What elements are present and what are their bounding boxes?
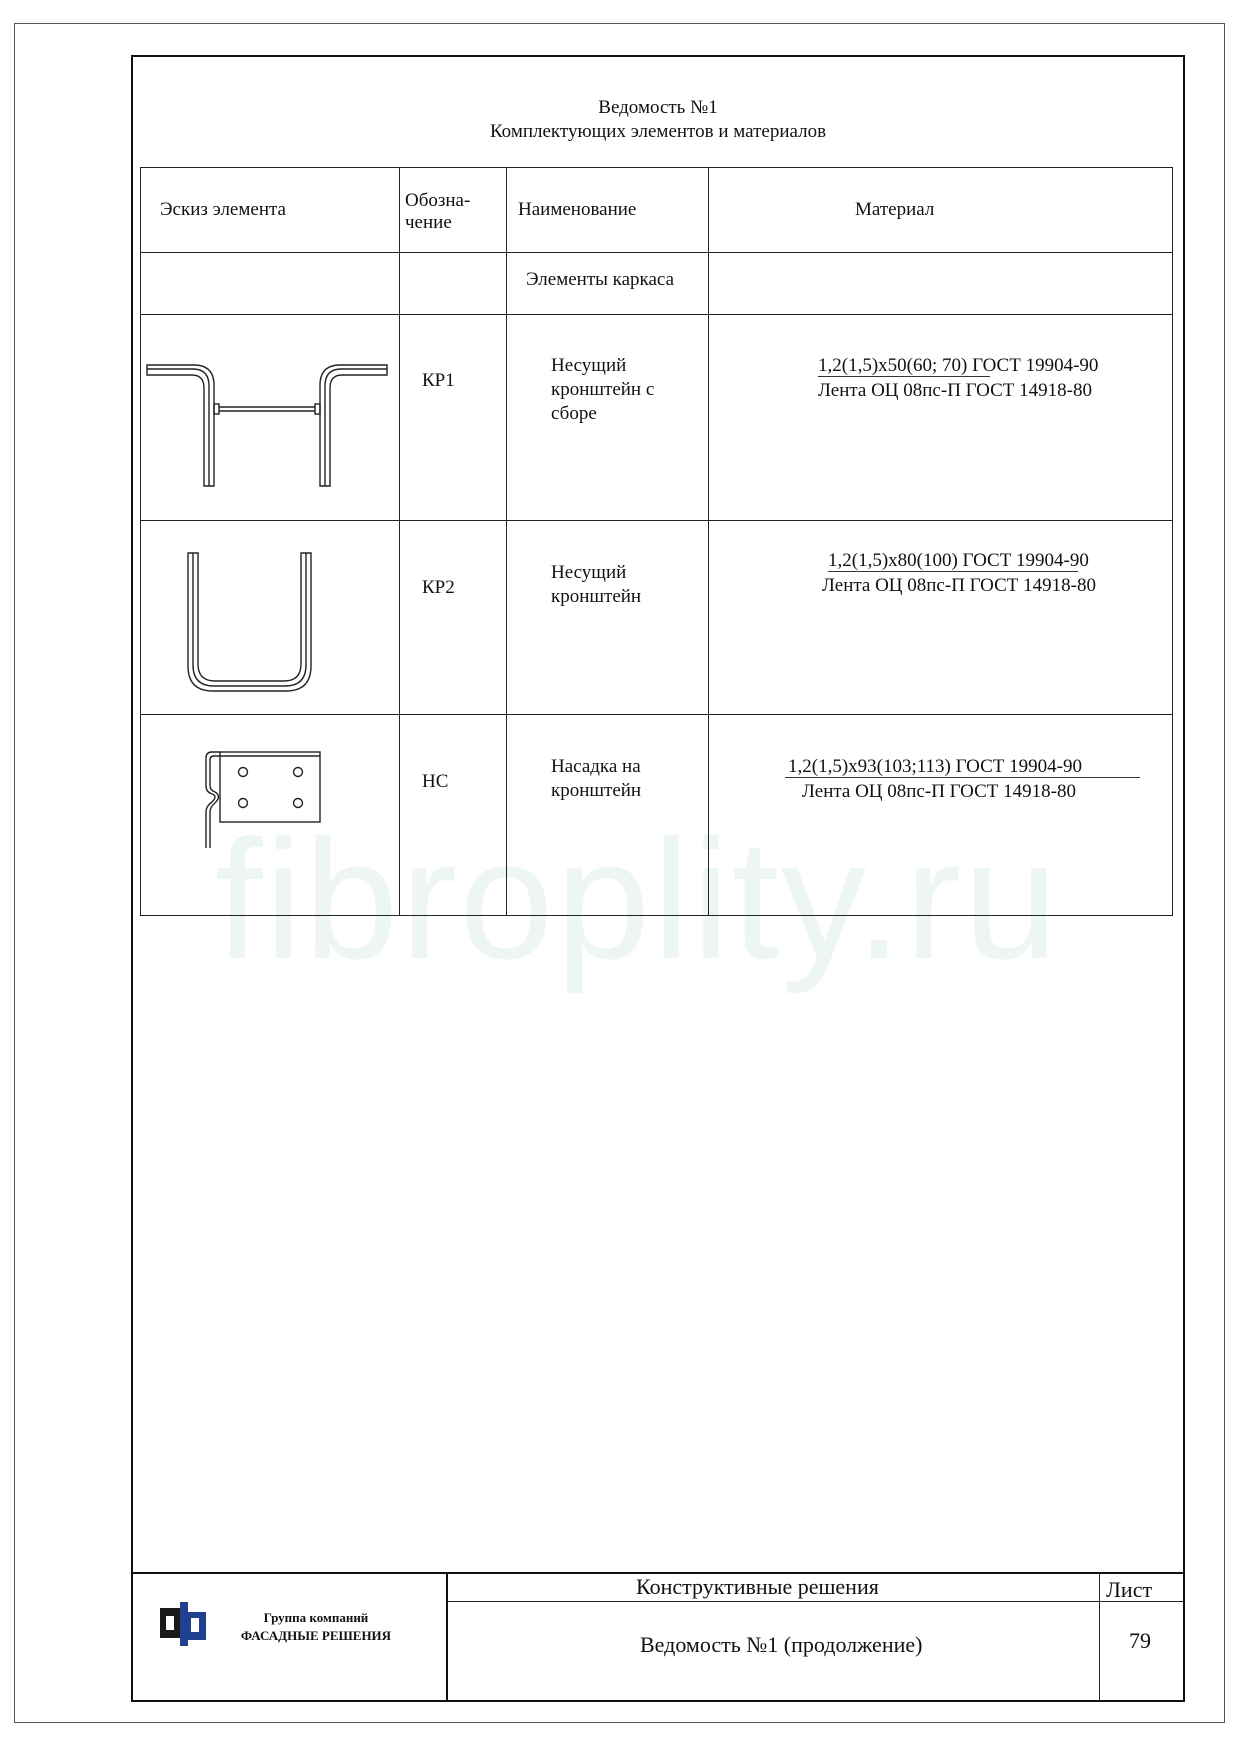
row-name: Насадка на кронштейн [551, 756, 642, 801]
watermark: fibroplity.ru [215, 805, 1060, 995]
header-sketch: Эскиз элемента [160, 199, 286, 220]
table-border-top [140, 167, 1173, 168]
title-block-divider [446, 1572, 448, 1702]
document-title: Ведомость №1 [598, 97, 718, 118]
table-border-left [140, 167, 141, 915]
company-logo-icon [158, 1600, 208, 1648]
load-bearing-bracket-assembly-sketch-icon [142, 360, 392, 495]
row-name: Несущий кронштейн [551, 562, 642, 607]
table-row-divider [140, 314, 1173, 315]
sheet-number: 79 [1129, 1628, 1151, 1653]
table-column-divider [708, 167, 709, 915]
sheet-title: Ведомость №1 (продолжение) [640, 1632, 923, 1657]
row-material-line2: Лента ОЦ 08пс-П ГОСТ 14918-80 [802, 781, 1076, 802]
section-label: Элементы каркаса [526, 269, 675, 290]
header-material: Материал [855, 199, 935, 220]
table-header-divider [140, 252, 1173, 253]
material-underline [785, 777, 1140, 778]
row-material-line1: 1,2(1,5)х80(100) ГОСТ 19904-90 [828, 550, 1089, 571]
title-block-divider [1099, 1572, 1100, 1702]
title-block-divider [446, 1601, 1185, 1602]
company-name-line2: ФАСАДНЫЕ РЕШЕНИЯ [240, 1628, 392, 1643]
row-material-line1: 1,2(1,5)х93(103;113) ГОСТ 19904-90 [788, 756, 1082, 777]
row-name: Несущий кронштейн с сборе [551, 355, 655, 424]
company-name-line1: Группа компаний [263, 1610, 369, 1625]
header-designation: Обозна-чение [405, 190, 471, 233]
section-title: Конструктивные решения [636, 1574, 879, 1599]
document-subtitle: Комплектующих элементов и материалов [489, 121, 827, 142]
header-name: Наименование [518, 199, 637, 220]
table-column-divider [399, 167, 400, 915]
bracket-nozzle-sketch-icon [198, 746, 328, 856]
table-column-divider [506, 167, 507, 915]
row-designation: КР2 [422, 577, 455, 598]
row-designation: НС [422, 771, 449, 792]
material-underline [818, 376, 990, 377]
row-material-line2: Лента ОЦ 08пс-П ГОСТ 14918-80 [822, 575, 1096, 596]
table-border-bottom [140, 915, 1173, 916]
material-underline [828, 571, 1078, 572]
row-material-line1: 1,2(1,5)х50(60; 70) ГОСТ 19904-90 [818, 355, 1099, 376]
table-row-divider [140, 520, 1173, 521]
table-border-right [1172, 167, 1173, 915]
row-designation: КР1 [422, 370, 455, 391]
sheet-label: Лист [1106, 1577, 1153, 1602]
table-row-divider [140, 714, 1173, 715]
row-material-line2: Лента ОЦ 08пс-П ГОСТ 14918-80 [818, 380, 1092, 401]
u-bracket-sketch-icon [182, 548, 317, 698]
